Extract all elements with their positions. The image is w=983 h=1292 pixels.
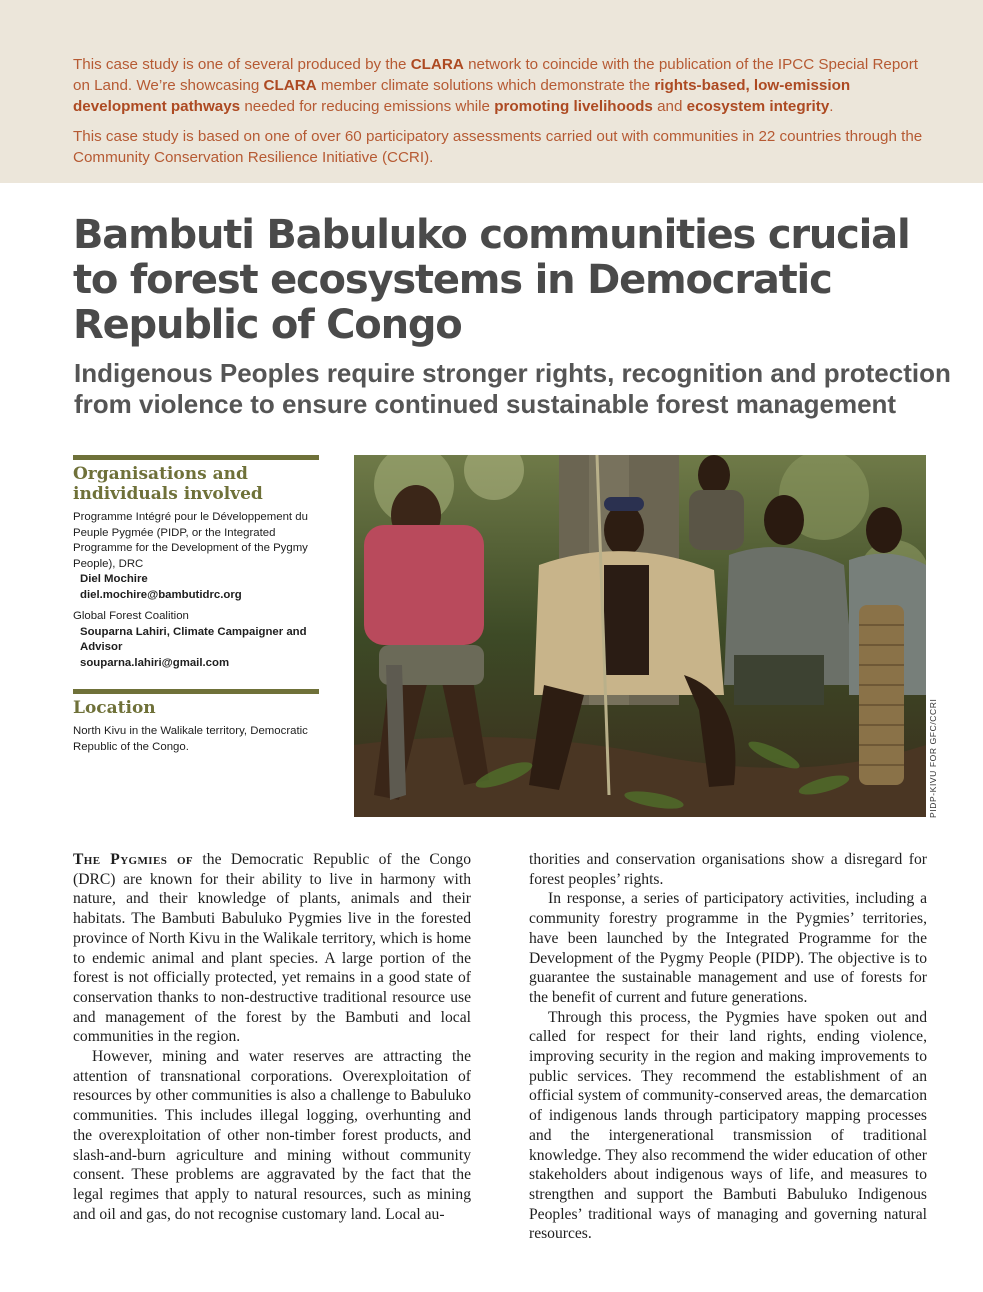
banner-emphasis: CLARA bbox=[410, 56, 464, 73]
banner-intro-paragraph bbox=[73, 54, 933, 117]
sidebar bbox=[73, 455, 319, 755]
body-column-left bbox=[73, 850, 471, 1224]
body-paragraph: thorities and conservation organisations show a disregard for forest peoples’ rights. bbox=[529, 851, 927, 888]
body-column-right bbox=[529, 850, 927, 1244]
lead-in: The Pygmies of bbox=[73, 851, 194, 868]
org2-contact-email[interactable]: souparna.lahiri@gmail.com bbox=[80, 656, 230, 669]
banner-text: needed for reducing emissions while bbox=[240, 98, 495, 115]
org2-contact-name: Souparna Lahiri, Climate Campaigner and Advisor bbox=[80, 625, 307, 653]
org1-contact-email[interactable]: diel.mochire@bambutidrc.org bbox=[80, 588, 242, 601]
org2-name: Global Forest Coalition bbox=[73, 610, 189, 622]
banner-emphasis: CLARA bbox=[263, 77, 317, 94]
banner-emphasis: rights-based, low-emission development pathways bbox=[73, 77, 851, 115]
sidebar-rule bbox=[73, 455, 319, 460]
body-paragraph: In response, a series of participatory activities, including a community forestry programme in the Pygmies’ territories, have been launched by the Integrated Programme for the Development of the Pygmy People (PIDP). The objective is to guarantee the sustainable management and use of forests for the benefit of current and future generations. bbox=[529, 890, 927, 1006]
sidebar-rule bbox=[73, 689, 319, 694]
body-paragraph bbox=[73, 850, 471, 1047]
location-heading: Location bbox=[73, 698, 156, 718]
banner-text: and bbox=[652, 98, 687, 115]
body-paragraph: Through this process, the Pygmies have spoken out and called for respect for their land rights, ending violence, improving security in the region and making improvements to public services. They recommend the establishment of an official system of community-conserved areas, the demarcation of indigenous lands through participatory mapping processes and the intergenerational transmission of traditional knowledge. They also recommend the wider education of other stakeholders about indigenous ways of life, and measures to strengthen and support the Bambuti Babuluko Indigenous Peoples’ traditional ways of managing and governing natural resources. bbox=[529, 1008, 927, 1243]
paragraph-text: the Democratic Republic of the Congo (DRC) are known for their ability to live in harmony with nature, and their knowledge of plants, animals and their habitats. The Bambuti Babuluko Pygmies live in the forested province of North Kivu in the Walikale territory, which is home to endemic animal and plant species. A large portion of the forest is not officially protected, yet remains in a good state of conservation thanks to non-destructive traditional resource use and management of the forest by the Bambuti and local communities in the region. bbox=[73, 851, 471, 1046]
banner-text: This case study is one of several produced by the bbox=[73, 56, 411, 73]
orgs-heading: Organisations and individuals involved bbox=[73, 464, 263, 504]
banner-emphasis: ecosystem integrity bbox=[686, 98, 830, 115]
banner-text: member climate solutions which demonstrate the bbox=[316, 77, 655, 94]
banner-text: network to coincide with the publication of the IPCC Special Report on Land. We’re showcasing bbox=[73, 56, 919, 94]
org1-name: Programme Intégré pour le Développement du Peuple Pygmée (PIDP, or the Integrated Programme for the Development of the Pygmy People), DRC bbox=[73, 511, 308, 570]
banner-ccri-paragraph: This case study is based on one of over 60 participatory assessments carried out with communities in 22 countries through the Community Conservation Resilience Initiative (CCRI). bbox=[73, 128, 923, 166]
photo-credit: PIDP-KIVU FOR GFC/CCRI bbox=[928, 698, 938, 818]
banner-text: . bbox=[829, 98, 834, 115]
body-paragraph: However, mining and water reserves are attracting the attention of transnational corporations. Overexploitation of resources by other communities is also a challenge to Babuluko communities. This includes illegal logging, overhunting and the overexploitation of other non-timber forest products, and slash-and-burn agriculture and mining without community consent. These problems are aggravated by the fact that the legal regimes that apply to natural resources, such as mining and oil and gas, do not recognise customary land. Local au- bbox=[73, 1048, 471, 1223]
forest-community-photo bbox=[354, 455, 926, 817]
org1-contact-name: Diel Mochire bbox=[80, 573, 148, 585]
page-subtitle: Indigenous Peoples require stronger rights, recognition and protection from violence to ensure continued sustainable forest management bbox=[74, 358, 951, 419]
banner-emphasis: promoting livelihoods bbox=[494, 98, 653, 115]
intro-banner bbox=[0, 0, 983, 183]
page-title: Bambuti Babuluko communities crucial to forest ecosystems in Democratic Republic of Congo bbox=[73, 212, 910, 348]
location-text: North Kivu in the Walikale territory, Democratic Republic of the Congo. bbox=[73, 725, 308, 753]
